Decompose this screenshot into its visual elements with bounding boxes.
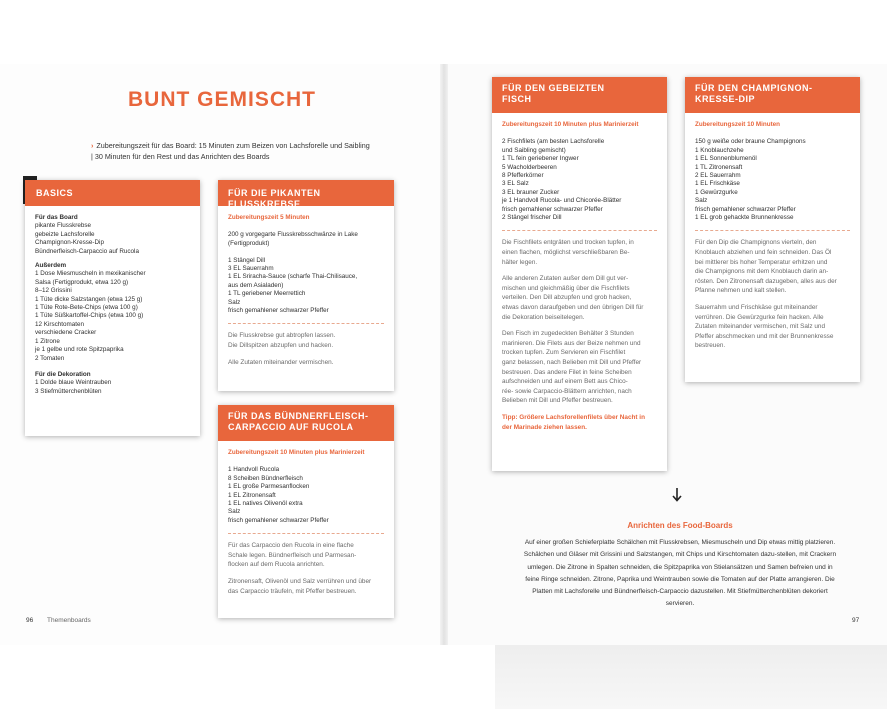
- carpaccio-step-1: Für das Carpaccio den Rucola in eine flache Schale legen. Bündnerfleisch und Parmesan- flocken auf dem Rucola anrichten.: [228, 542, 357, 569]
- fisch-step-2: Alle anderen Zutaten außer dem Dill gut ver- mischen und gleichmäßig über die Fischfilets verteilen. Den Dill abzupfen und grob hacken, etwas davon daraufgeben und den übrigen Dill für die Dekoration beiseitelegen.: [502, 275, 644, 321]
- carpaccio-heading: FÜR DAS BÜNDNERFLEISCH- CARPACCIO AUF RUCOLA: [218, 405, 394, 441]
- fisch-ingredients: 2 Fischfilets (am besten Lachsforelle und Saibling gemischt) 1 TL fein geriebener Ingwer 5 Wacholderbeeren 8 Pfefferkörner 3 EL Salz 3 EL brauner Zucker je 1 Handvoll Rucola- und Chicorée-Blätter frisch gemahlener schwarzer Pfeffer 2 Stängel frischer Dill: [502, 138, 622, 222]
- ausserdem-label: Außerdem: [35, 262, 67, 270]
- foodboard-text: Auf einer großen Schieferplatte Schälchen mit Flusskrebsen, Miesmuscheln und Dip etwas mittig platzieren. Schälchen und Gläser mit Grissini und Salzstangen, mit Chips und Kirschtomaten dazu-stellen, mit Crackern umlegen. Die Zitrone in Spalten schneiden, die Spitzpaprika von Stielansätzen und Samen befreien und in feine Ringe schneiden. Zitrone, Paprika und Weintrauben sowie die Tomaten auf der Platte arrangieren. Die Platten mit Lachsforelle und Bündnerfleisch-Carpaccio dazustellen. Mit Stiefmütterchenblüten dekoriert servieren.: [523, 539, 837, 608]
- divider: [502, 230, 657, 231]
- flusskrebse-card: [218, 180, 394, 391]
- bottom-margin-left: [0, 645, 495, 709]
- deko-label: Für die Dekoration: [35, 370, 91, 378]
- carpaccio-ingredients: 1 Handvoll Rucola 8 Scheiben Bündnerfleisch 1 EL große Parmesanflocken 1 EL Zitronensaft 1 EL natives Olivenöl extra Salz frisch gemahlener schwarzer Pfeffer: [228, 466, 329, 524]
- chevron-right-icon: ›: [91, 141, 94, 150]
- board-items: pikante Flusskrebse gebeizte Lachsforelle Champignon-Kresse-Dip Bündnerfleisch-Carpaccio auf Rucola: [35, 222, 139, 255]
- dip-step-2: Sauerrahm und Frischkäse gut miteinander verrühren. Die Gewürzgurke fein hacken. Alle Zutaten miteinander vermischen, mit Salz und Pfeffer abschmecken und mit der Brunnenkresse bestreuen.: [695, 304, 834, 350]
- page-number-left: 96: [26, 617, 34, 624]
- board-label: Für das Board: [35, 214, 78, 221]
- flusskrebse-time: Zubereitungszeit 5 Minuten: [228, 214, 310, 221]
- intro-body: Zubereitungszeit für das Board: 15 Minuten zum Beizen von Lachsforelle und Saibling | 30 Minuten für den Rest und das Anrichten des Boards: [91, 141, 370, 161]
- flusskrebse-heading: FÜR DIE PIKANTEN FLUSSKREBSE: [218, 180, 394, 206]
- divider: [228, 533, 384, 534]
- bottom-shadow: [495, 645, 887, 709]
- intro-text: [91, 140, 371, 162]
- fisch-heading: FÜR DEN GEBEIZTEN FISCH: [492, 77, 667, 113]
- divider: [695, 230, 850, 231]
- ausserdem-items: 1 Dose Miesmuscheln in mexikanischer Salsa (Fertigprodukt, etwa 120 g) 8–12 Grissini 1 Tüte dicke Salzstangen (etwa 125 g) 1 Tüte Rote-Bete-Chips (etwa 100 g) 1 Tüte Süßkartoffel-Chips (etwa 100 g) 12 Kirschtomaten verschiedene Cracker 1 Zitrone je 1 gelbe und rote Spitzpaprika 2 Tomaten: [35, 270, 146, 362]
- section-name: Themenboards: [47, 617, 91, 624]
- arrow-down-icon: [672, 488, 682, 505]
- basics-card: [25, 180, 200, 436]
- carpaccio-card: [218, 405, 394, 618]
- page-number-right: 97: [852, 617, 860, 624]
- dip-heading: FÜR DEN CHAMPIGNON- KRESSE-DIP: [685, 77, 860, 113]
- fisch-tip: Tipp: Größere Lachsforellenfilets über Nacht in der Marinade ziehen lassen.: [502, 413, 645, 431]
- dip-card: [685, 77, 860, 382]
- foodboard-title: Anrichten des Food-Boards: [627, 521, 733, 530]
- arrow-down-icon-svg: [672, 488, 682, 502]
- flusskrebse-ingredients: 200 g vorgegarte Flusskrebsschwänze in Lake (Fertigprodukt) 1 Stängel Dill 3 EL Sauerrahm 1 EL Sriracha-Sauce (scharfe Thai-Chilisauce, aus dem Asialaden) 1 TL geriebener Meerrettich Salz frisch gemahlener schwarzer Pfeffer: [228, 231, 358, 315]
- dip-step-1: Für den Dip die Champignons vierteln, den Knoblauch abziehen und fein schneiden. Das Öl bei mittlerer bis hoher Temperatur erhitzen und die Champignons mit dem Knoblauch darin an- rösten. Den Zitronensaft dazugeben, alles aus der Pfanne nehmen und kalt stellen.: [695, 239, 837, 295]
- deko-items: 1 Dolde blaue Weintrauben 3 Stiefmütterchenblüten: [35, 379, 112, 395]
- page-title: BUNT GEMISCHT: [128, 88, 316, 111]
- fisch-step-3: Den Fisch im zugedeckten Behälter 3 Stunden marinieren. Die Filets aus der Beize nehmen und trocken tupfen. Zum Servieren ein Fischfilet ganz belassen, nach Belieben mit Dill und Pfeffer bestreuen. Das andere Filet in feine Scheiben aufschneiden und auf einem Bett aus Chico- rée- sowie Carpaccio-Blättern anrichten, nach Belieben mit Dill und Pfeffer bestreuen.: [502, 330, 642, 405]
- divider: [228, 323, 384, 324]
- dip-time: Zubereitungszeit 10 Minuten: [695, 121, 781, 128]
- carpaccio-time: Zubereitungszeit 10 Minuten plus Marinierzeit: [228, 449, 365, 456]
- book-gutter: [440, 64, 448, 647]
- dip-ingredients: 150 g weiße oder braune Champignons 1 Knoblauchzehe 1 EL Sonnenblumenöl 1 TL Zitronensaft 2 EL Sauerrahm 1 EL Frischkäse 1 Gewürzgurke Salz frisch gemahlener schwarzer Pfeffer 1 EL grob gehackte Brunnenkresse: [695, 138, 806, 222]
- fisch-step-1: Die Fischfilets entgräten und trocken tupfen, in einen flachen, möglichst verschließbaren Be- hälter legen.: [502, 239, 634, 266]
- fisch-card: [492, 77, 667, 471]
- flusskrebse-step-2: Alle Zutaten miteinander vermischen.: [228, 358, 334, 366]
- fisch-time: Zubereitungszeit 10 Minuten plus Marinierzeit: [502, 121, 639, 128]
- basics-heading: BASICS: [25, 180, 200, 206]
- flusskrebse-step-1: Die Flusskrebse gut abtropfen lassen. Die Dillspitzen abzupfen und hacken.: [228, 332, 336, 350]
- carpaccio-step-2: Zitronensaft, Olivenöl und Salz verrühren und über das Carpaccio träufeln, mit Pfeffer bestreuen.: [228, 578, 372, 595]
